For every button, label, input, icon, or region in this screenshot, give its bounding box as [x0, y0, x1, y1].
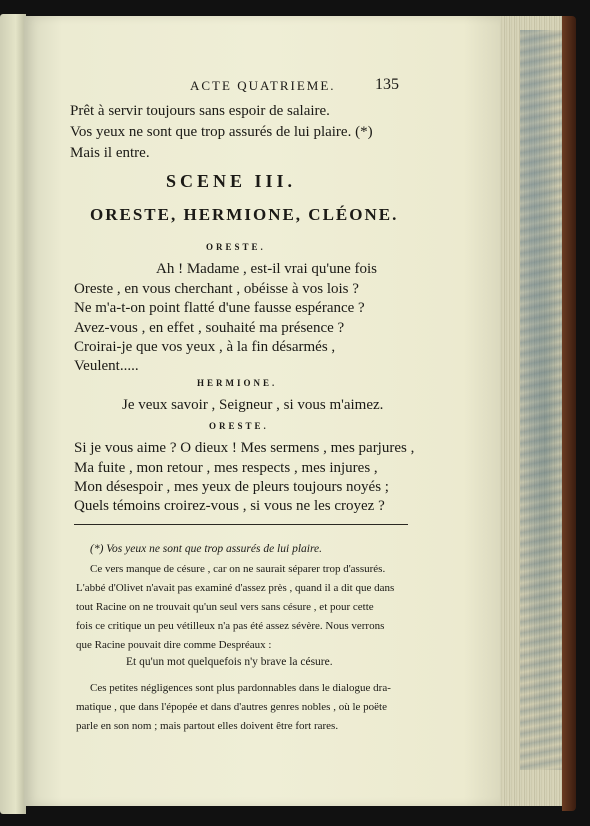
verse-line: Avez-vous , en effet , souhaité ma présence ? [74, 320, 345, 336]
footnote-rule [74, 524, 408, 525]
footnote-quote: Et qu'un mot quelquefois n'y brave la césure. [126, 656, 333, 668]
verse-line: Vos yeux ne sont que trop assurés de lui plaire. (*) [70, 124, 373, 140]
verse-line: Ne m'a-t-on point flatté d'une fausse espérance ? [74, 300, 365, 316]
verse-line: Mais il entre. [70, 145, 150, 161]
speaker-name: ORESTE. [206, 242, 266, 252]
verse-line: Je veux savoir , Seigneur , si vous m'aimez. [122, 397, 384, 413]
scene-title: SCENE III. [166, 171, 297, 191]
verse-line: Croirai-je que vos yeux , à la fin désarmés , [74, 339, 336, 355]
footnote-line: L'abbé d'Olivet n'avait pas examiné d'assez près , quand il a dit que dans [76, 582, 395, 594]
footnote-line: fois ce critique un peu vétilleux n'a pas été assez sévère. Nous verrons [76, 620, 385, 632]
page-number: 135 [375, 76, 399, 93]
footnote-line: tout Racine on ne trouvait qu'un seul vers sans césure , et pour cette [76, 601, 374, 613]
scene-characters: ORESTE, HERMIONE, CLÉONE. [90, 205, 399, 224]
verse-line: Mon désespoir , mes yeux de pleurs toujours noyés ; [74, 479, 389, 495]
speaker-name: ORESTE. [209, 421, 269, 431]
footnote-heading: (*) Vos yeux ne sont que trop assurés de lui plaire. [90, 543, 322, 555]
speaker-name: HERMIONE. [197, 378, 278, 388]
footnote-line: parle en son nom ; mais partout elles doivent être fort rares. [76, 720, 339, 732]
verse-line: Ah ! Madame , est-il vrai qu'une fois [156, 261, 377, 277]
footnote-line: matique , que dans l'épopée et dans d'autres genres nobles , où le poëte [76, 701, 387, 713]
footnote-line: que Racine pouvait dire comme Despréaux : [76, 639, 272, 651]
verse-line: Veulent..... [74, 358, 139, 374]
verse-line: Prêt à servir toujours sans espoir de salaire. [70, 103, 330, 119]
verse-line: Si je vous aime ? O dieux ! Mes sermens , mes parjures , [74, 440, 415, 456]
footnote-line: Ce vers manque de césure , car on ne saurait séparer trop d'assurés. [90, 563, 386, 575]
footnote-line: Ces petites négligences sont plus pardonnables dans le dialogue dra- [90, 682, 391, 694]
verse-line: Oreste , en vous cherchant , obéisse à vos lois ? [74, 281, 359, 297]
running-head: ACTE QUATRIEME. [190, 78, 336, 93]
verse-line: Ma fuite , mon retour , mes respects , mes injures , [74, 460, 378, 476]
verse-line: Quels témoins croirez-vous , si vous ne les croyez ? [74, 498, 385, 514]
